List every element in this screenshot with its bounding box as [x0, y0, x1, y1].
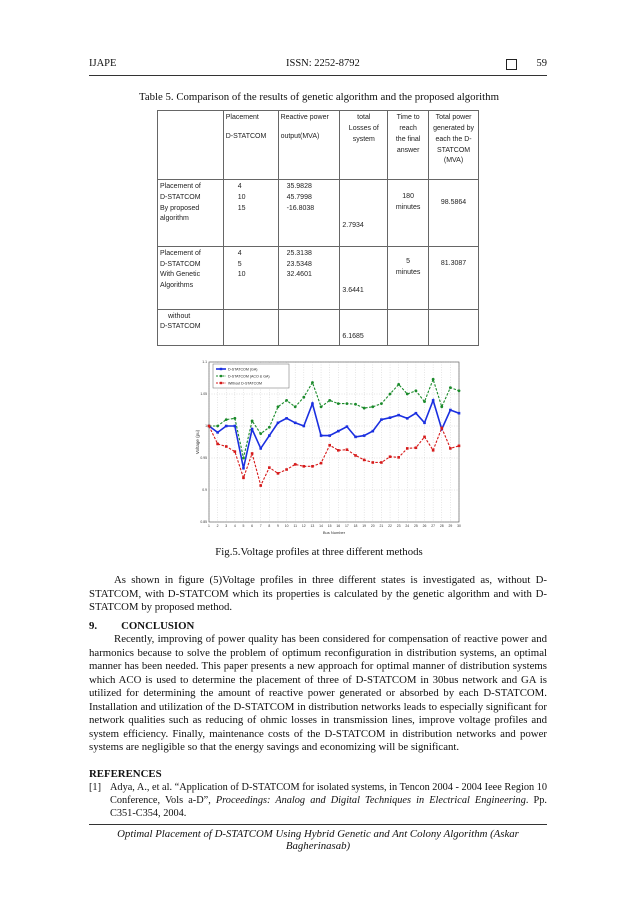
paragraph-figure-discussion: As shown in figure (5)Voltage profiles in three different states is investigated as, without D-STATCOM, with D-STATCOM which its properties is calculated by the genetic algorithm and with D-STATCOM by proposed method. [89, 574, 547, 613]
x-tick-label: 26 [422, 524, 427, 528]
data-point [242, 477, 245, 480]
legend-label: Without D-STATCOM [228, 381, 263, 386]
x-tick-label: 12 [301, 524, 306, 528]
mva-cell [278, 309, 340, 345]
data-point [389, 416, 392, 419]
legend-marker [220, 368, 222, 370]
x-tick-label: 9 [277, 524, 279, 528]
x-tick-label: 17 [345, 524, 349, 528]
data-point [251, 428, 254, 431]
method-cell: Placement of D-STATCOM With Genetic Algorithms [158, 246, 224, 309]
data-point [285, 417, 288, 420]
header-reactive-cell: Reactive power output(MVA) [278, 111, 340, 180]
header-rule [89, 75, 547, 76]
data-point [216, 425, 219, 428]
total-cell [429, 309, 479, 345]
data-point [277, 422, 280, 425]
x-tick-label: 8 [268, 524, 271, 528]
data-point [337, 430, 340, 433]
x-tick-label: 11 [293, 524, 297, 528]
comparison-table [157, 110, 479, 346]
legend-marker [220, 382, 222, 384]
data-point [328, 444, 331, 447]
footer-rule [89, 824, 547, 825]
data-point [406, 417, 409, 420]
method-cell: Placement of D-STATCOM By proposed algorithm [158, 179, 224, 246]
data-point [423, 400, 426, 403]
data-point [225, 425, 228, 428]
x-tick-label: 3 [225, 524, 228, 528]
journal-name: IJAPE [89, 58, 117, 69]
x-tick-label: 13 [310, 524, 315, 528]
data-point [432, 378, 435, 381]
x-tick-label: 25 [414, 524, 418, 528]
data-point [363, 407, 366, 410]
x-tick-label: 30 [457, 524, 461, 528]
data-point [277, 472, 280, 475]
data-point [354, 436, 357, 439]
y-tick-label: 0.9 [202, 488, 207, 493]
data-point [337, 402, 340, 405]
data-point [234, 425, 237, 428]
data-point [242, 467, 245, 470]
bus-cell [223, 309, 278, 345]
data-point [233, 417, 236, 420]
mva-cell: 25.3138 23.5348 32.4601 [278, 246, 340, 309]
data-point [216, 443, 219, 446]
x-tick-label: 14 [319, 524, 323, 528]
page-footer: Optimal Placement of D-STATCOM Using Hybrid Genetic and Ant Colony Algorithm (Askar Bagherinasab) [117, 828, 519, 852]
reference-venue: Proceedings: Analog and Digital Techniques in Electrical Engineering [215, 795, 526, 806]
data-point [389, 393, 392, 396]
data-point [285, 468, 288, 471]
x-tick-label: 19 [362, 524, 367, 528]
legend-label: D-STATCOM (GA) [228, 367, 258, 372]
data-point [363, 459, 366, 462]
data-point [268, 426, 271, 429]
data-point [346, 402, 349, 405]
table-header-row [158, 111, 479, 180]
total-cell: 81.3087 [429, 246, 479, 309]
y-tick-label: 1 [205, 424, 207, 429]
data-point [311, 465, 314, 468]
data-point [208, 425, 211, 428]
time-cell [388, 309, 429, 345]
data-point [259, 447, 262, 450]
x-tick-label: 5 [242, 524, 245, 528]
data-point [303, 425, 306, 428]
voltage-profile-chart [193, 358, 463, 536]
data-point [354, 403, 357, 406]
data-point [346, 448, 349, 451]
total-cell: 98.5864 [429, 179, 479, 246]
x-tick-label: 29 [448, 524, 453, 528]
x-tick-label: 10 [284, 524, 289, 528]
data-point [320, 405, 323, 408]
method-cell: without D-STATCOM [158, 309, 224, 345]
bus-cell: 4 5 10 [223, 246, 278, 309]
data-point [259, 484, 262, 487]
x-tick-label: 7 [259, 524, 262, 528]
losses-cell: 6.1685 [340, 309, 388, 345]
y-tick-label: 1.05 [200, 392, 207, 397]
header-method-cell [158, 111, 224, 180]
data-point [234, 450, 237, 453]
y-tick-label: 0.85 [200, 520, 207, 525]
data-point [311, 402, 314, 405]
data-point [320, 462, 323, 465]
data-point [458, 389, 461, 392]
table-caption: Table 5. Comparison of the results of genetic algorithm and the proposed algorithm [139, 91, 499, 103]
x-tick-label: 4 [233, 524, 236, 528]
data-point [268, 434, 271, 437]
data-point [415, 446, 418, 449]
y-axis-label: Voltage (pu) [195, 429, 200, 455]
data-point [432, 449, 435, 452]
x-tick-label: 28 [439, 524, 444, 528]
references-heading: REFERENCES [89, 768, 162, 780]
data-point [216, 431, 219, 434]
data-point [397, 383, 400, 386]
x-tick-label: 20 [370, 524, 375, 528]
data-point [328, 399, 331, 402]
issn: ISSN: 2252-8792 [286, 58, 360, 69]
data-point [225, 445, 228, 448]
losses-cell: 2.7934 [340, 179, 388, 246]
legend [213, 364, 289, 388]
data-point [371, 461, 374, 464]
x-tick-label: 15 [327, 524, 332, 528]
figure-caption: Fig.5.Voltage profiles at three different methods [215, 546, 423, 558]
data-point [449, 386, 452, 389]
x-tick-label: 18 [353, 524, 358, 528]
data-point [449, 409, 452, 412]
table-row-without [158, 309, 479, 345]
reference-authors: Adya, A., et al. “Application of D-STATCOM for isolated systems, in Tencon 2004 - 2004 Ieee Region 10 Conference, Vols a-D”, [110, 782, 547, 806]
data-point [380, 402, 383, 405]
section-title: CONCLUSION [121, 620, 195, 632]
data-point [320, 434, 323, 437]
header-total-cell: Total power generated by each the D- STATCOM (MVA) [429, 111, 479, 180]
data-point [380, 418, 383, 421]
reference-number: [1] [89, 782, 102, 793]
data-point [389, 455, 392, 458]
data-point [294, 463, 297, 466]
data-point [423, 436, 426, 439]
reference-pages: . Pp. C351-C354, 2004. [110, 795, 547, 819]
page-header [89, 58, 547, 74]
losses-cell: 3.6441 [340, 246, 388, 309]
x-tick-label: 2 [216, 524, 219, 528]
time-cell: 180 minutes [388, 179, 429, 246]
data-point [423, 422, 426, 425]
data-point [225, 418, 228, 421]
data-point [363, 434, 366, 437]
data-point [406, 393, 409, 396]
reference-item [89, 781, 547, 820]
y-tick-label: 1.1 [202, 360, 207, 365]
page-number: 59 [536, 58, 547, 69]
data-point [440, 427, 443, 430]
table-row-genetic [158, 246, 479, 309]
x-tick-label: 16 [336, 524, 341, 528]
data-point [251, 419, 254, 422]
data-point [458, 412, 461, 415]
data-point [285, 399, 288, 402]
table-row-proposed [158, 179, 479, 246]
data-point [371, 430, 374, 433]
data-point [303, 465, 306, 468]
y-tick-label: 0.95 [200, 456, 207, 461]
data-point [242, 457, 245, 460]
section-heading [89, 620, 194, 632]
data-point [302, 396, 305, 399]
data-point [397, 456, 400, 459]
data-point [414, 389, 417, 392]
data-point [259, 432, 262, 435]
bus-cell: 4 10 15 [223, 179, 278, 246]
data-point [268, 466, 271, 469]
data-point [311, 381, 314, 384]
data-point [328, 434, 331, 437]
data-point [371, 405, 374, 408]
section-number: 9. [89, 620, 98, 632]
data-point [440, 405, 443, 408]
x-tick-label: 21 [379, 524, 384, 528]
data-point [354, 454, 357, 457]
legend-marker [220, 375, 223, 378]
x-tick-label: 23 [396, 524, 401, 528]
paragraph-conclusion: Recently, improving of power quality has been considered for compensation of reactive power and harmonics because to solve the problem of optimum reconfiguration in distribution systems, an optimal manner has been needed. This paper presents a new approach for optimal manner of distribution systems which ACO is used to determine the placement of three of D-STATCOM in 30bus network and GA is utilized for determining the amount of reactive power generated or absorbed by each D-STATCOM. Installation and utilization of the D-STATCOM in distribution networks leads to especially significant for network qualities such as reducing of ohmic losses in transmission lines, improve voltage profiles and system efficiency. Finally, maintenance costs of the D-STATCOM in distribution networks and power systems are negligible so that the energy savings and economizing will be significant. [89, 633, 547, 753]
data-point [432, 399, 435, 402]
data-point [406, 447, 409, 450]
data-point [415, 412, 418, 415]
legend-label: D-STATCOM (ACO & GA) [228, 374, 270, 379]
data-point [458, 445, 461, 448]
header-losses-cell: total Losses of system [340, 111, 388, 180]
x-axis-label: Bus Number [322, 530, 346, 535]
x-tick-label: 27 [431, 524, 436, 528]
checkbox-glyph-icon [506, 59, 517, 70]
x-tick-label: 22 [388, 524, 392, 528]
x-tick-label: 1 [208, 524, 210, 528]
data-point [337, 449, 340, 452]
data-point [251, 452, 254, 455]
mva-cell: 35.9828 45.7998 -16.8038 [278, 179, 340, 246]
header-time-cell: Time to reach the final answer [388, 111, 429, 180]
data-point [294, 422, 297, 425]
time-cell: 5 minutes [388, 246, 429, 309]
x-tick-label: 24 [405, 524, 410, 528]
x-tick-label: 6 [251, 524, 254, 528]
data-point [294, 405, 297, 408]
data-point [449, 447, 452, 450]
data-point [277, 405, 280, 408]
header-placement-cell: Placement D-STATCOM [223, 111, 278, 180]
data-point [380, 461, 383, 464]
data-point [346, 425, 349, 428]
data-point [397, 414, 400, 417]
